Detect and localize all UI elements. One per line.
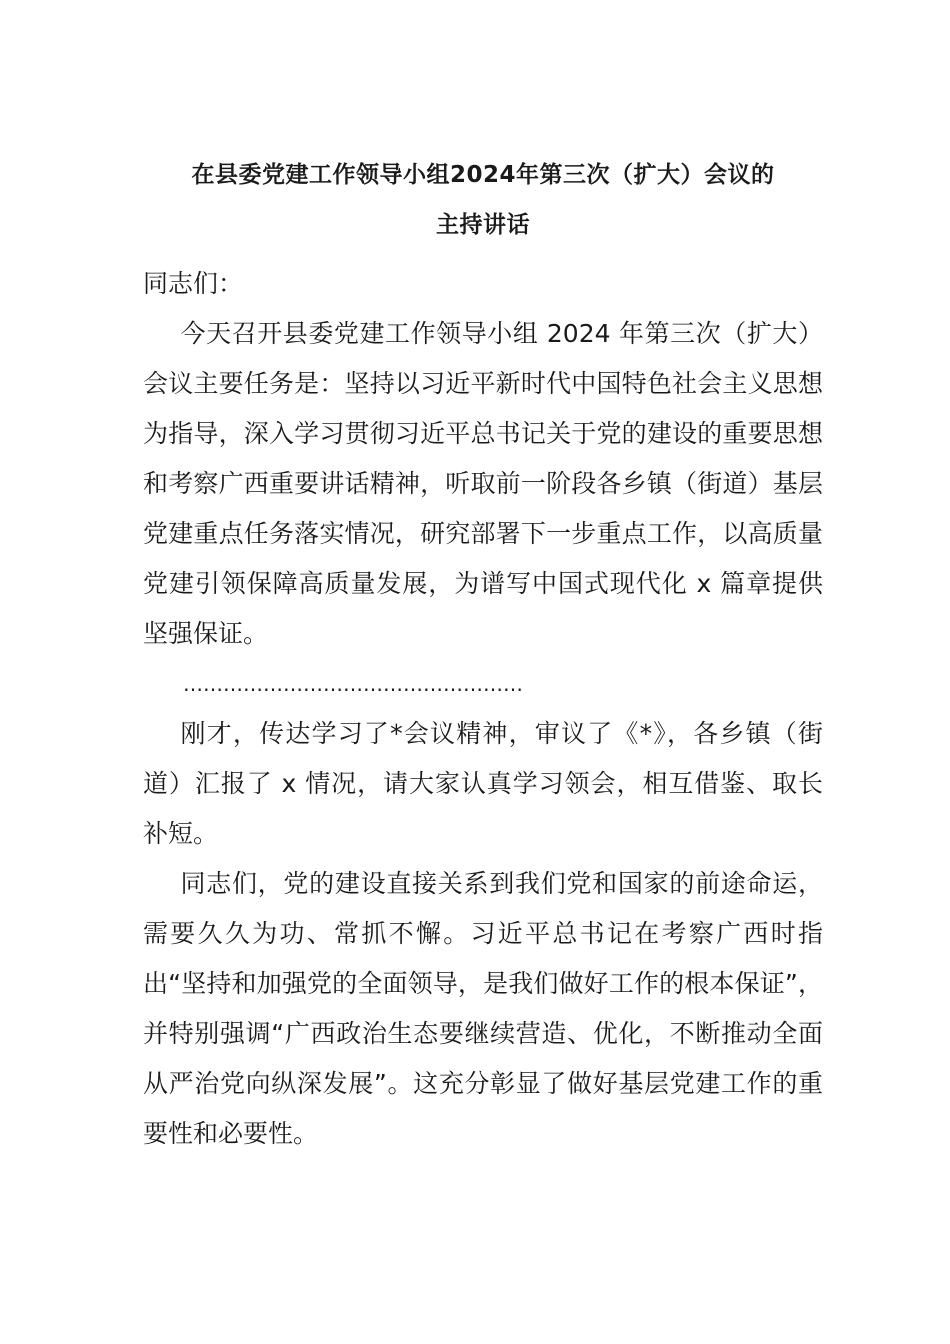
document-title xyxy=(133,150,833,250)
paragraph-3: 同志们，党的建设直接关系到我们党和国家的前途命运，需要久久为功、常抓不懈。习近平总书记在考察广西时指出“坚持和加强党的全面领导，是我们做好工作的根本保证”，并特别强调“广西政治生态要继续营造、优化，不断推动全面从严治党向纵深发展”。这充分彰显了做好基层党建工作的重要性和必要性。 xyxy=(143,869,823,1148)
ellipsis-separator: …………………………………………… xyxy=(183,672,523,696)
title-line-1: 在县委党建工作领导小组2024年第三次（扩大）会议的 xyxy=(191,162,775,188)
salutation: 同志们： xyxy=(143,269,244,298)
paragraph-2: 刚才，传达学习了*会议精神，审议了《*》，各乡镇（街道）汇报了 x 情况，请大家认真学习领会，相互借鉴、取长补短。 xyxy=(143,719,823,848)
paragraph-1: 今天召开县委党建工作领导小组 2024 年第三次（扩大）会议主要任务是：坚持以习近平新时代中国特色社会主义思想为指导，深入学习贯彻习近平总书记关于党的建设的重要思想和考察广西重要讲话精神，听取前一阶段各乡镇（街道）基层党建重点任务落实情况，研究部署下一步重点工作，以高质量党建引领保障高质量发展，为谱写中国式现代化 x 篇章提供坚强保证。 xyxy=(143,319,823,648)
document-body xyxy=(143,150,823,1159)
title-line-2: 主持讲话 xyxy=(436,212,530,238)
